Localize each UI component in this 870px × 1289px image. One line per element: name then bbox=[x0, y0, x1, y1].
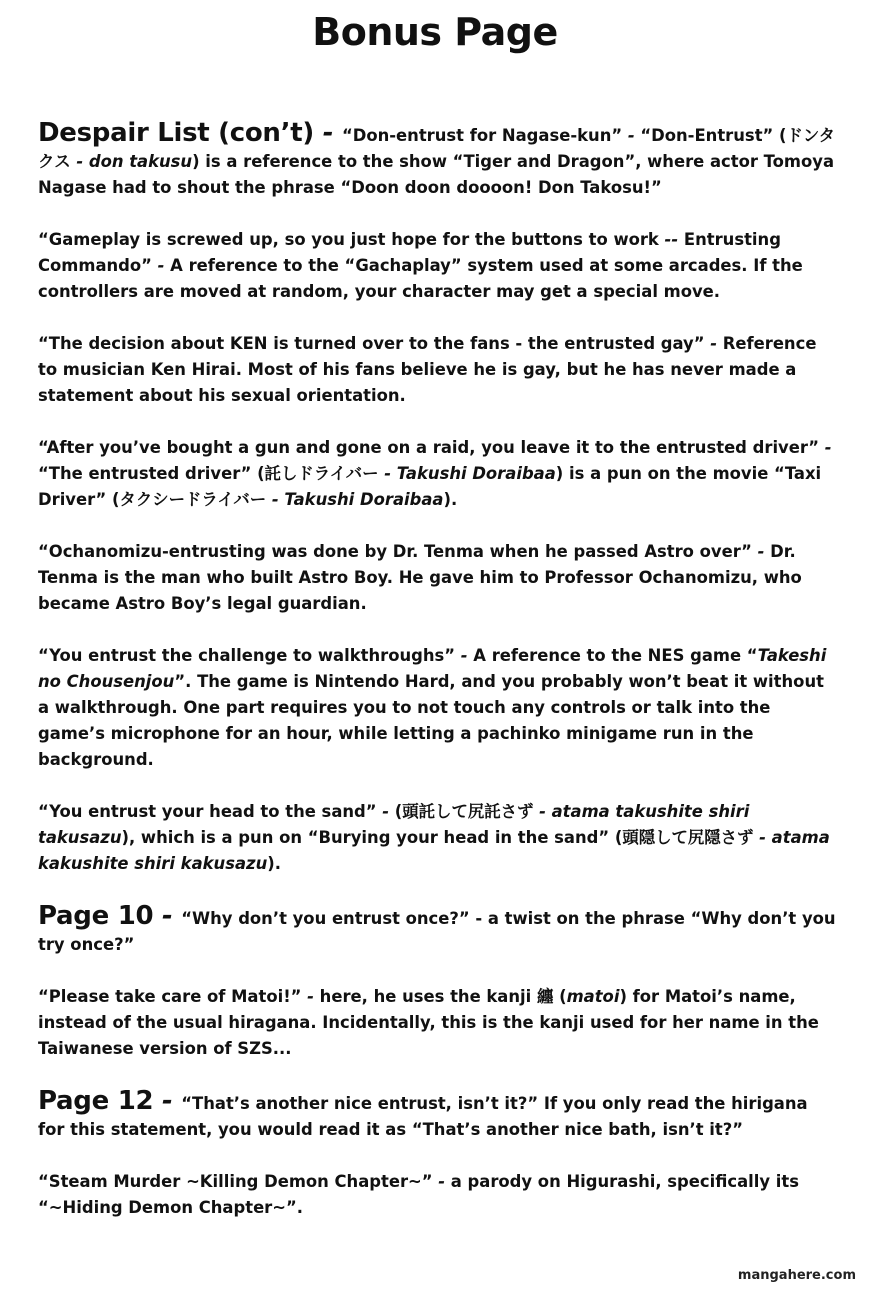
despair-p6: “You entrust the challenge to walkthroughs” - A reference to the NES game “Takeshi no Chousenjou”. The game is Nintendo Hard, and you probably won’t beat it without a walkthrough. One part requires you to not touch any controls or talk into the game’s microphone for an hour, while letting a pachinko minigame run in the background. bbox=[38, 646, 827, 769]
page12-p2: “Steam Murder ~Killing Demon Chapter~” - a parody on Higurashi, specifically its “~Hiding Demon Chapter~”. bbox=[38, 1172, 800, 1217]
despair-p4: “After you’ve bought a gun and gone on a raid, you leave it to the entrusted driver” - “The entrusted driver” (託しドライバー - Takushi Doraibaa) is a pun on the movie “Taxi Driver” (タクシードライバー - Takushi Doraibaa). bbox=[38, 438, 832, 509]
watermark-footer: mangahere.com bbox=[737, 1268, 856, 1283]
despair-p7: “You entrust your head to the sand” - (頭託して尻託さず - atama takushite shiri takusazu), which is a pun on “Burying your head in the sand” (頭隠して尻隠さず - atama kakushite shiri kakusazu). bbox=[38, 802, 830, 873]
page12-p1: Page 12 - “That’s another nice entrust, isn’t it?” If you only read the hirigana for this statement, you would read it as “That’s another nice bath, isn’t it?” bbox=[38, 1086, 808, 1139]
section-heading-page12: Page 12 bbox=[38, 1086, 154, 1116]
despair-p3: “The decision about KEN is turned over to the fans - the entrusted gay” - Reference to musician Ken Hirai. Most of his fans believe he is gay, but he has never made a statement about his sexual orientation. bbox=[38, 334, 817, 405]
page-title: Bonus Page bbox=[312, 10, 558, 54]
section-heading-despair: Despair List (con’t) bbox=[38, 118, 314, 148]
page10-p1: Page 10 - “Why don’t you entrust once?” - a twist on the phrase “Why don’t you try once?” bbox=[38, 901, 836, 954]
despair-p1: Despair List (con’t) - “Don-entrust for Nagase-kun” - “Don-Entrust” (ドンタクス - don takusu) is a reference to the show “Tiger and Dragon”, where actor Tomoya Nagase had to shout the phrase “Doon doon doooon! Don Takosu!” bbox=[38, 118, 836, 197]
despair-p2: “Gameplay is screwed up, so you just hope for the buttons to work -- Entrusting Commando” - A reference to the “Gachaplay” system used at some arcades. If the controllers are moved at random, your character may get a special move. bbox=[38, 230, 803, 301]
section-heading-page10: Page 10 bbox=[38, 901, 154, 931]
despair-p5: “Ochanomizu-entrusting was done by Dr. Tenma when he passed Astro over” - Dr. Tenma is the man who built Astro Boy. He gave him to Professor Ochanomizu, who became Astro Boy’s legal guardian. bbox=[38, 542, 802, 613]
page10-p2: “Please take care of Matoi!” - here, he uses the kanji 纏 (matoi) for Matoi’s name, instead of the usual hiragana. Incidentally, this is the kanji used for her name in the Taiwanese version of SZS... bbox=[38, 987, 819, 1058]
notes-body bbox=[38, 120, 838, 1247]
